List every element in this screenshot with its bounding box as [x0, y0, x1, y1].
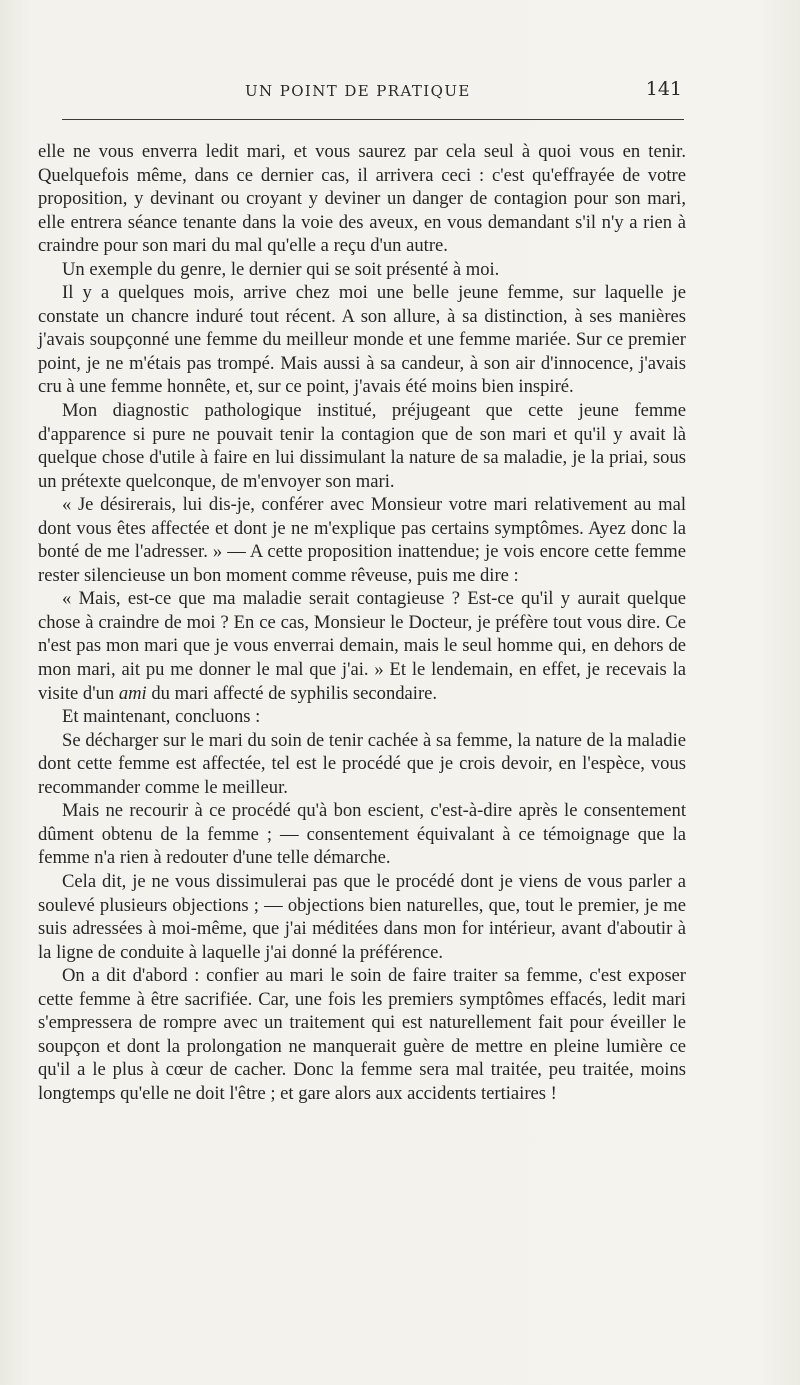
paragraph-text: du mari affecté de syphilis secondaire.: [146, 682, 438, 704]
paragraph: Et maintenant, concluons :: [62, 706, 261, 728]
page-header: [60, 78, 685, 106]
paragraph: Un exemple du genre, le dernier qui se soit présenté à moi.: [62, 258, 500, 280]
paragraph: Il y a quelques mois, arrive chez moi une belle jeune femme, sur laquelle je constate un chancre induré tout récent. A son allure, à sa distinction, à ses manières j'avais soupçonné une femme du meilleur monde et une femme mariée. Sur ce premier point, je ne m'étais pas trompé. Mais aussi à sa candeur, à son air d'innocence, j'avais cru à une femme honnête, et, sur ce point, j'avais été moins bien inspiré.: [38, 282, 686, 398]
emphasized-word: ami: [118, 682, 147, 704]
paragraph-text: « Mais, est-ce que ma maladie serait contagieuse ? Est-ce qu'il y aurait quelque chose à craindre de moi ? En ce cas, Monsieur le Docteur, je préfère tout vous dire. Ce n'est pas mon mari que je vous enverrai demain, mais le seul homme qui, en dehors de mon mari, ait pu me donner le mal que j'ai. » Et le lendemain, en effet, je recevais la visite d'un: [38, 588, 686, 704]
paragraph: [38, 587, 686, 705]
page-number: 141: [645, 78, 682, 100]
paragraph: elle ne vous enverra ledit mari, et vous saurez par cela seul à quoi vous en tenir. Quelquefois même, dans ce dernier cas, il arrivera ceci : c'est qu'effrayée de votre proposition, y devinant ou croyant y deviner un danger de contagion pour son mari, elle entrera séance tenante dans la voie des aveux, en vous demandant s'il n'y a rien à craindre pour son mari du mal qu'elle a reçu d'un autre.: [38, 141, 686, 257]
paragraph: Se décharger sur le mari du soin de tenir cachée à sa femme, la nature de la maladie dont cette femme est affectée, tel est le procédé que je crois devoir, en l'espèce, vous recommander comme le meilleur.: [38, 729, 686, 798]
header-rule: [62, 119, 684, 120]
paragraph: Mon diagnostic pathologique institué, préjugeant que cette jeune femme d'apparence si pure ne pouvait tenir la contagion que de son mari et qu'il y avait là quelque chose d'utile à faire en lui dissimulant la nature de sa maladie, je la priai, sous un prétexte quelconque, de m'envoyer son mari.: [38, 400, 686, 492]
body-text: [38, 140, 686, 1105]
running-head: UN POINT DE PRATIQUE: [245, 82, 471, 100]
paragraph: Mais ne recourir à ce procédé qu'à bon escient, c'est-à-dire après le consentement dûment obtenu de la femme ; — consentement équivalant à ce témoignage que la femme n'a rien à redouter d'une telle démarche.: [38, 800, 686, 869]
paragraph: On a dit d'abord : confier au mari le soin de faire traiter sa femme, c'est exposer cette femme à être sacrifiée. Car, une fois les premiers symptômes effacés, ledit mari s'empressera de rompre avec un traitement qui est naturellement fait pour éveiller le soupçon et dont la prolongation ne manquerait guère de mettre en pleine lumière ce qu'il a le plus à cœur de cacher. Donc la femme sera mal traitée, peu traitée, moins longtemps qu'elle ne doit l'être ; et gare alors aux accidents tertiaires !: [38, 965, 686, 1104]
paragraph: « Je désirerais, lui dis-je, conférer avec Monsieur votre mari relativement au mal dont vous êtes affectée et dont je ne m'explique pas certains symptômes. Ayez donc la bonté de me l'adresser. » — A cette proposition inattendue; je vois encore cette femme rester silencieuse un bon moment comme rêveuse, puis me dire :: [38, 494, 686, 586]
paragraph: Cela dit, je ne vous dissimulerai pas que le procédé dont je viens de vous parler a soulevé plusieurs objections ; — objections bien naturelles, que, tout le premier, je me suis adressées à moi-même, que j'ai méditées dans mon for intérieur, avant d'aboutir à la ligne de conduite à laquelle j'ai donné la préférence.: [38, 870, 686, 963]
